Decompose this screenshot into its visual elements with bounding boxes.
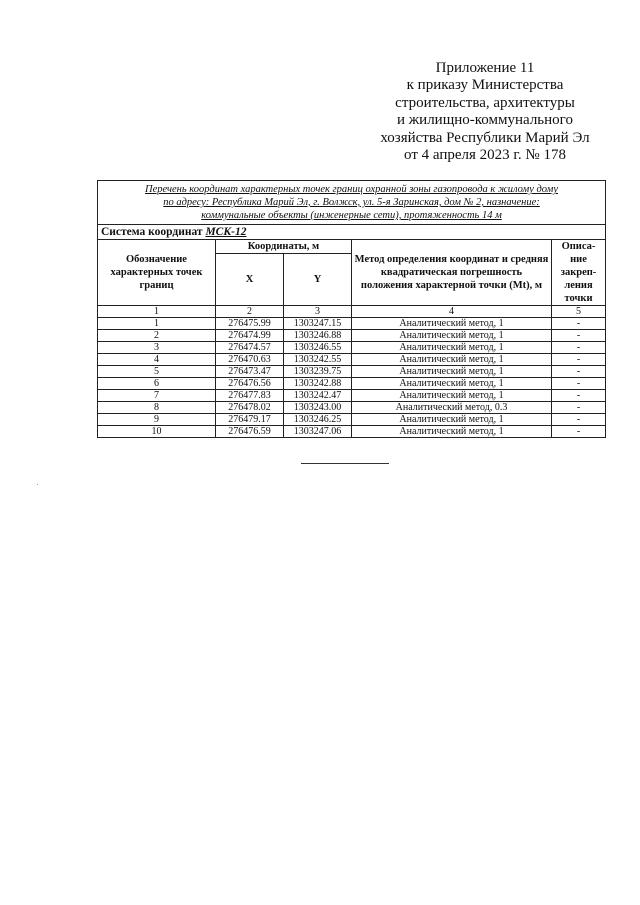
method-cell: Аналитический метод, 1 — [352, 342, 552, 354]
header-line: Приложение 11 — [435, 60, 535, 76]
column-header-y: Y — [284, 254, 352, 306]
column-header-designation: Обозначение характерных точек границ — [98, 240, 216, 306]
y-coordinate: 1303246.55 — [284, 342, 352, 354]
method-cell: Аналитический метод, 1 — [352, 426, 552, 438]
point-number: 2 — [98, 330, 216, 342]
column-header-description: Описа-ние закреп-ления точки — [552, 240, 606, 306]
point-number: 10 — [98, 426, 216, 438]
point-number: 9 — [98, 414, 216, 426]
description-cell: - — [552, 402, 606, 414]
header-line: и жилищно-коммунального — [397, 112, 573, 129]
table-row — [98, 342, 606, 354]
table-row — [98, 414, 606, 426]
point-number: 7 — [98, 390, 216, 402]
description-cell: - — [552, 318, 606, 330]
description-cell: - — [552, 378, 606, 390]
column-number: 4 — [352, 306, 552, 318]
column-number: 3 — [284, 306, 352, 318]
x-coordinate: 276476.59 — [216, 426, 284, 438]
table-title-line: по адресу: Республика Марий Эл, г. Волжск, ул. 5-я Заринская, дом № 2, назначение: — [163, 197, 540, 208]
y-coordinate: 1303239.75 — [284, 366, 352, 378]
method-cell: Аналитический метод, 1 — [352, 354, 552, 366]
table-row — [98, 366, 606, 378]
description-cell: - — [552, 330, 606, 342]
coordinates-table — [97, 180, 606, 438]
scan-speck — [37, 484, 38, 485]
column-header-x: X — [216, 254, 284, 306]
point-number: 3 — [98, 342, 216, 354]
point-number: 5 — [98, 366, 216, 378]
coordinate-system-label: Система координат — [101, 226, 203, 238]
header-line: к приказу Министерства — [406, 77, 564, 94]
column-number: 2 — [216, 306, 284, 318]
x-coordinate: 276476.56 — [216, 378, 284, 390]
y-coordinate: 1303242.55 — [284, 354, 352, 366]
column-number: 1 — [98, 306, 216, 318]
method-cell: Аналитический метод, 1 — [352, 414, 552, 426]
column-number-row — [98, 306, 606, 318]
header-line: хозяйства Республики Марий Эл — [380, 129, 590, 146]
x-coordinate: 276470.63 — [216, 354, 284, 366]
description-cell: - — [552, 342, 606, 354]
description-cell: - — [552, 366, 606, 378]
point-number: 1 — [98, 318, 216, 330]
y-coordinate: 1303247.15 — [284, 318, 352, 330]
method-cell: Аналитический метод, 1 — [352, 390, 552, 402]
end-rule — [301, 463, 389, 464]
y-coordinate: 1303247.06 — [284, 426, 352, 438]
method-cell: Аналитический метод, 1 — [352, 330, 552, 342]
point-number: 8 — [98, 402, 216, 414]
point-number: 6 — [98, 378, 216, 390]
x-coordinate: 276473.47 — [216, 366, 284, 378]
y-coordinate: 1303242.47 — [284, 390, 352, 402]
method-cell: Аналитический метод, 1 — [352, 366, 552, 378]
appendix-header — [370, 60, 600, 164]
x-coordinate: 276478.02 — [216, 402, 284, 414]
column-header-method: Метод определения координат и средняя квадратическая погрешность положения характерной точки (Mt), м — [352, 240, 552, 306]
table-row — [98, 390, 606, 402]
table-title-line: коммунальные объекты (инженерные сети), протяженность 14 м — [201, 210, 502, 221]
x-coordinate: 276474.99 — [216, 330, 284, 342]
x-coordinate: 276479.17 — [216, 414, 284, 426]
method-cell: Аналитический метод, 0.3 — [352, 402, 552, 414]
description-cell: - — [552, 414, 606, 426]
table-row — [98, 330, 606, 342]
y-coordinate: 1303243.00 — [284, 402, 352, 414]
y-coordinate: 1303242.88 — [284, 378, 352, 390]
y-coordinate: 1303246.88 — [284, 330, 352, 342]
coordinate-rows — [98, 318, 606, 438]
table-row — [98, 402, 606, 414]
method-cell: Аналитический метод, 1 — [352, 318, 552, 330]
table-title-line: Перечень координат характерных точек границ охранной зоны газопровода к жилому дому — [144, 184, 559, 195]
table-row — [98, 354, 606, 366]
header-line: строительства, архитектуры — [395, 94, 575, 111]
x-coordinate: 276474.57 — [216, 342, 284, 354]
description-cell: - — [552, 426, 606, 438]
coordinate-system-value: МСК-12 — [205, 226, 247, 238]
table-title — [98, 181, 606, 225]
table-row — [98, 426, 606, 438]
x-coordinate: 276475.99 — [216, 318, 284, 330]
coordinate-system — [98, 225, 606, 240]
table-row — [98, 318, 606, 330]
column-number: 5 — [552, 306, 606, 318]
method-cell: Аналитический метод, 1 — [352, 378, 552, 390]
point-number: 4 — [98, 354, 216, 366]
table-row — [98, 378, 606, 390]
y-coordinate: 1303246.25 — [284, 414, 352, 426]
description-cell: - — [552, 390, 606, 402]
x-coordinate: 276477.83 — [216, 390, 284, 402]
description-cell: - — [552, 354, 606, 366]
header-line: от 4 апреля 2023 г. № 178 — [404, 147, 566, 164]
column-header-coordinates: Координаты, м — [216, 240, 352, 254]
